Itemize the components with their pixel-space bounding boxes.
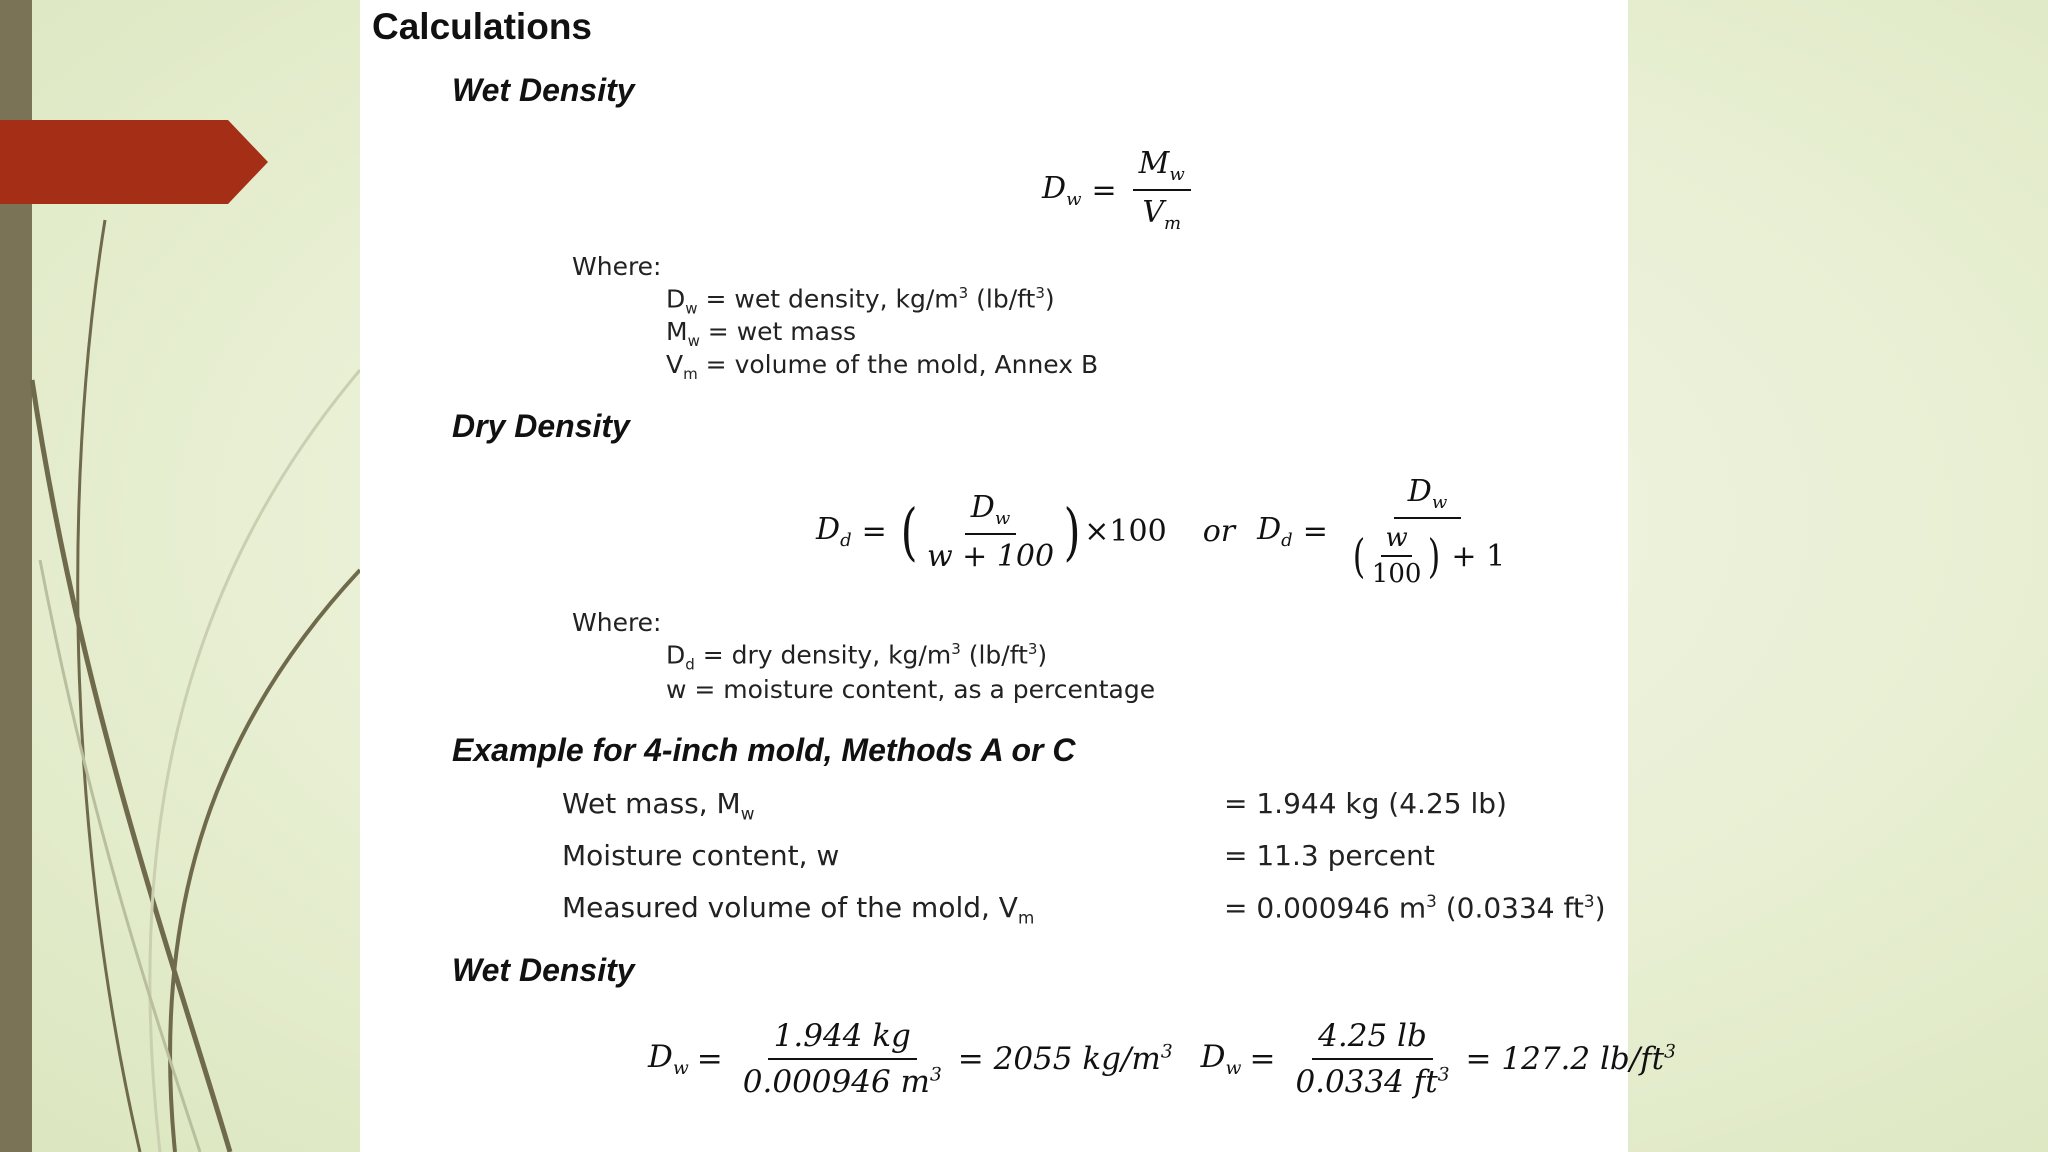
wet-density-example-equation: $D_w$ = $\frac{1.944 kg}{0.000946 m^3}$ = 2055 $kg/m^3$ $D_w$ = $\frac{4.25 lb}{0.0334 ft^3}$ = 127.2 $lb/ft^3$ [648,1018,1676,1100]
wet-density-equation: $D_w$ = $\frac{M_w}{V_m}$ [1042,146,1197,234]
red-arrow-banner [0,120,268,204]
where2-line-dd: $D_d$ = dry density, $kg/m^3$ $(lb/ft^3)$ [666,640,1048,674]
example-row-value: = 1.944 kg (4.25 lb) [1224,787,1507,820]
example-row-label: Wet mass, $M_w$ [562,787,755,824]
example-row-value: = 11.3 percent [1224,839,1435,872]
decorative-lines [0,0,360,1152]
dry-density-heading: Dry Density [452,408,630,444]
wet-density-heading-2: Wet Density [452,952,635,988]
where2-line-w: w = moisture content, as a percentage [666,675,1156,704]
example-row-value: = 0.000946 $m^3$ (0.0334 $ft^3$) [1224,891,1606,925]
where1-line-dw: $D_w$ = wet density, $kg/m^3$ $(lb/ft^3)$ [666,284,1055,318]
deco-curve-2 [32,380,230,1152]
deco-curve-1 [78,220,140,1152]
deco-curve-4 [150,370,360,1152]
wet-density-heading: Wet Density [452,72,635,108]
where1-line-mw: $M_w$ = wet mass [666,317,856,350]
example-row-label: Measured volume of the mold, $V_m$ [562,891,1035,928]
where-label-2: Where: [572,608,662,637]
where1-line-vm: $V_m$ = volume of the mold, Annex B [666,350,1099,383]
where-label-1: Where: [572,252,662,281]
page-title: Calculations [372,6,592,47]
example-heading: Example for 4-inch mold, Methods A or C [452,732,1076,768]
dry-density-fraction-2: $D_w$ ( $\frac{w}{100}$ ) + 1 [1352,474,1506,589]
example-row-label: Moisture content, w [562,839,840,872]
content-sheet [360,0,1676,1152]
dry-density-equation: $D_d$ = ( $\frac{D_w}{w + 100}$ ) ×100 or $D_d$ = $D_w$ ( $\frac{w}{100}$ ) + 1 [816,474,1517,589]
wet-density-fraction: $\frac{M_w}{V_m}$ [1133,146,1191,234]
